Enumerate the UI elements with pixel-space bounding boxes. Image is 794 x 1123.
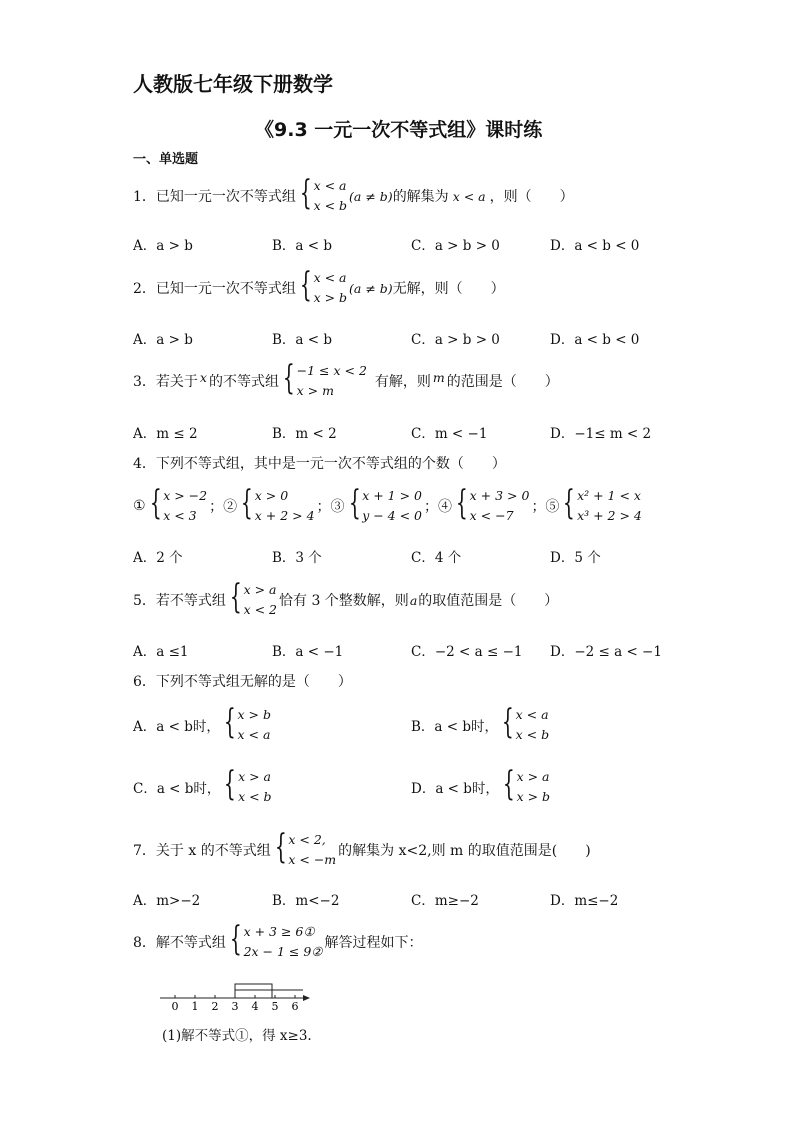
brace-icon: { (274, 827, 287, 867)
system-line-1: x < a (313, 178, 347, 193)
system-line-2: x < 3 (163, 508, 197, 523)
q4-option-b[interactable]: B．3 个 (272, 550, 322, 566)
system-line-1: x > a (238, 769, 271, 784)
system-line-2: x < b (313, 198, 348, 213)
brace-icon: { (229, 577, 242, 617)
q3-option-b[interactable]: B．m < 2 (272, 426, 337, 442)
system-number: ① (133, 498, 146, 514)
question-5-stem: 5．若不等式组 (133, 593, 226, 609)
question-1-stem: 1．已知一元一次不等式组 (133, 189, 296, 205)
inequality-system (500, 702, 550, 745)
system-line-1: x > −2 (163, 488, 208, 503)
q7-option-c[interactable]: C．m≥−2 (411, 893, 479, 909)
q3-option-a[interactable]: A．m ≤ 2 (133, 426, 198, 442)
system-line-2: 2x − 1 ≤ 9② (243, 944, 323, 959)
brace-icon: { (455, 483, 468, 523)
system-line-2: x > m (296, 383, 334, 398)
q2-option-a[interactable]: A．a > b (133, 332, 193, 348)
system-line-2: x < b (238, 789, 272, 804)
brace-icon: { (229, 919, 242, 959)
question-1-tail: ，则（ ） (489, 189, 574, 205)
system-line-1: x > a (243, 582, 277, 597)
inequality-system (222, 764, 272, 807)
q5-option-c[interactable]: C．−2 < a ≤ −1 (411, 644, 523, 660)
tick-label: 1 (191, 1000, 199, 1013)
q2-option-d[interactable]: D．a < b < 0 (550, 332, 640, 348)
question-3 (133, 358, 559, 401)
system-line-2: x > b (516, 789, 551, 804)
system-line-1: x + 1 > 0 (362, 488, 422, 503)
system-line-2: x < a (237, 727, 271, 742)
document-subtitle: 《9.3 一元一次不等式组》课时练 (255, 119, 543, 141)
inequality-system (222, 702, 271, 745)
q1-option-b[interactable]: B．a < b (272, 238, 333, 254)
q5-option-d[interactable]: D．−2 ≤ a < −1 (550, 644, 662, 660)
system-line-1: −1 ≤ x < 2 (296, 363, 367, 378)
inequality-system (347, 483, 422, 526)
brace-icon: { (149, 483, 162, 523)
system-line-2: x³ + 2 > 4 (577, 508, 642, 523)
option-label: C．a < b时， (133, 781, 221, 797)
inequality-system (239, 483, 315, 526)
document-title: 人教版七年级下册数学 (133, 72, 333, 96)
system-number: ；③ (316, 499, 345, 515)
system-line-1: x < 2, (288, 832, 326, 847)
brace-icon: { (348, 483, 361, 523)
system-line-1: x > a (516, 769, 550, 784)
brace-icon: { (282, 358, 295, 398)
q2-option-c[interactable]: C．a > b > 0 (411, 332, 500, 348)
question-7 (133, 827, 591, 870)
system-line-2: x < −m (288, 852, 337, 867)
system-number: ；② (209, 499, 238, 515)
brace-icon: { (299, 173, 312, 213)
question-1 (133, 173, 574, 216)
q7-option-d[interactable]: D．m≤−2 (550, 893, 619, 909)
q7-option-a[interactable]: A．m>−2 (133, 893, 201, 909)
question-3-mid: 的不等式组 (208, 374, 279, 390)
question-3-tail-1: 有解，则 (374, 374, 431, 390)
system-line-1: x + 3 ≥ 6① (243, 924, 315, 939)
inequality-system (561, 483, 642, 526)
q7-option-b[interactable]: B．m<−2 (272, 893, 340, 909)
q4-option-d[interactable]: D．5 个 (550, 550, 601, 566)
brace-icon: { (240, 483, 253, 523)
q2-option-b[interactable]: B．a < b (272, 332, 333, 348)
q4-option-a[interactable]: A．2 个 (133, 550, 183, 566)
question-3-stem: 3．若关于 (133, 374, 198, 390)
tick-label: 6 (291, 1000, 299, 1013)
q6-option-d[interactable] (411, 764, 552, 807)
variable-x: x (199, 369, 207, 385)
q5-option-b[interactable]: B．a < −1 (272, 644, 344, 660)
condition: (a ≠ b) (349, 188, 393, 204)
tick-label: 5 (271, 1000, 279, 1013)
solution-set: x < a (452, 188, 486, 204)
inequality-system (298, 173, 348, 216)
question-5-tail-1: 恰有 3 个整数解，则 (279, 593, 409, 609)
tick-label: 2 (211, 1000, 219, 1013)
solution-interval-upper (235, 984, 272, 998)
question-7-tail: 的解集为 x<2,则 m 的取值范围是( ) (338, 843, 591, 859)
inequality-system (298, 265, 348, 308)
arrow-icon (303, 995, 310, 1001)
question-1-mid: 的解集为 (392, 189, 449, 205)
system-line-1: x² + 1 < x (577, 488, 641, 503)
question-8-tail: 解答过程如下： (324, 935, 423, 951)
q3-option-c[interactable]: C．m < −1 (411, 426, 488, 442)
question-2-tail: 无解，则（ ） (392, 281, 505, 297)
system-line-1: x > 0 (254, 488, 289, 503)
question-4: 4．下列不等式组，其中是一元一次不等式组的个数（ ） (133, 456, 506, 472)
inequality-system (501, 764, 551, 807)
q1-option-a[interactable]: A．a > b (133, 238, 193, 254)
system-line-2: x > b (313, 290, 348, 305)
inequality-system (454, 483, 530, 526)
option-label: B．a < b时， (411, 719, 499, 735)
question-2-stem: 2．已知一元一次不等式组 (133, 281, 296, 297)
system-number: ；⑤ (531, 499, 560, 515)
brace-icon: { (502, 764, 515, 804)
inequality-system (273, 827, 337, 870)
system-line-1: x < a (313, 270, 347, 285)
option-label: D．a < b时， (411, 781, 499, 797)
question-5-tail-2: 的取值范围是（ ） (418, 593, 559, 609)
tick-label: 0 (171, 1000, 179, 1013)
system-line-2: x + 2 > 4 (254, 508, 315, 523)
inequality-system (228, 577, 277, 620)
variable-m: m (432, 369, 445, 385)
question-2 (133, 265, 505, 308)
system-line-1: x < a (515, 707, 549, 722)
inequality-system (281, 358, 367, 401)
q6-option-c[interactable] (133, 764, 274, 807)
brace-icon: { (224, 764, 237, 804)
variable-a: a (409, 592, 418, 608)
system-line-1: x + 3 > 0 (469, 488, 530, 503)
brace-icon: { (223, 702, 236, 742)
system-number: ；④ (424, 499, 452, 515)
system-line-2: x < −7 (469, 508, 514, 523)
tick-label: 4 (251, 1000, 259, 1013)
question-8-stem: 8．解不等式组 (133, 935, 226, 951)
question-4-systems (133, 483, 644, 526)
q5-option-a[interactable]: A．a ≤1 (133, 644, 189, 660)
q6-option-a[interactable] (133, 702, 273, 745)
solution-step-1: (1)解不等式①，得 x≥3. (162, 1028, 312, 1044)
brace-icon: { (563, 483, 576, 523)
question-7-stem: 7．关于 x 的不等式组 (133, 843, 271, 859)
tick-label: 3 (231, 1000, 239, 1013)
q4-option-c[interactable]: C．4 个 (411, 550, 462, 566)
system-line-2: y − 4 < 0 (362, 508, 422, 523)
brace-icon: { (299, 265, 312, 305)
section-heading: 一、单选题 (133, 152, 199, 167)
number-line (155, 980, 315, 1016)
q6-option-b[interactable] (411, 702, 551, 745)
question-8 (133, 919, 423, 962)
question-5 (133, 577, 559, 620)
condition: (a ≠ b) (349, 280, 393, 296)
inequality-system (148, 483, 208, 526)
system-line-1: x > b (237, 707, 271, 722)
q1-option-c[interactable]: C．a > b > 0 (411, 238, 500, 254)
brace-icon: { (501, 702, 514, 742)
system-line-2: x < b (515, 727, 550, 742)
question-3-tail-2: 的范围是（ ） (446, 374, 559, 390)
system-line-2: x < 2 (243, 602, 277, 617)
option-label: A．a < b时， (133, 719, 220, 735)
q3-option-d[interactable]: D．−1≤ m < 2 (550, 426, 652, 442)
inequality-system (228, 919, 323, 962)
q1-option-d[interactable]: D．a < b < 0 (550, 238, 640, 254)
question-6: 6．下列不等式组无解的是（ ） (133, 674, 352, 690)
